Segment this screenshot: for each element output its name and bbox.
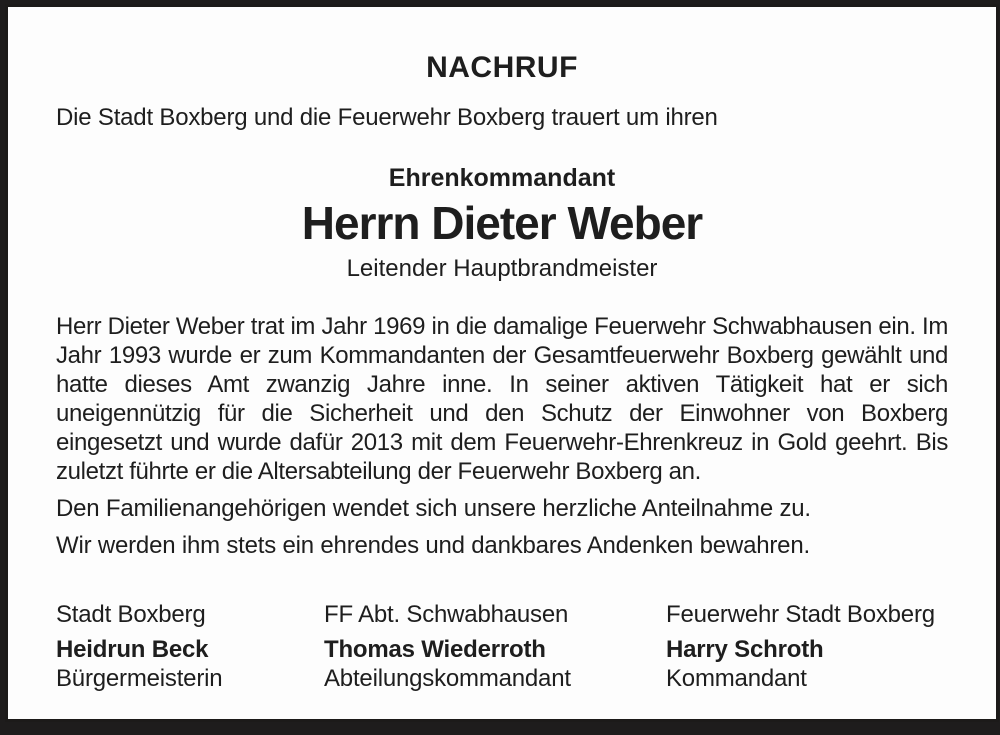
signatory-feuerwehr	[666, 600, 948, 693]
signatory-organization: Stadt Boxberg	[56, 601, 206, 628]
signatory-name: Heidrun Beck	[56, 636, 209, 663]
deceased-name: Herrn Dieter Weber	[301, 197, 703, 249]
signatory-organization: Feuerwehr Stadt Boxberg	[666, 601, 935, 628]
signatory-role: Bürgermeisterin	[56, 665, 223, 692]
honorific-title: Ehrenkommandant	[388, 164, 616, 192]
obituary-body-text: Herr Dieter Weber trat im Jahr 1969 in die damalige Feuerwehr Schwabhausen ein. Im Jahr 1993 wurde er zum Kommandanten der Gesamtfeuerwehr Boxberg gewählt und hatte dieses Amt zwanzig Jahre inne. In seiner aktiven Tätigkeit hat er sich uneigennützig für die Sicherheit und den Schutz der Einwohner von Boxberg eingesetzt und wurde dafür 2013 mit dem Feuerwehr-Ehrenkreuz in Gold geehrt. Bis zuletzt führte er die Altersabteilung der Feuerwehr Boxberg an.	[56, 313, 948, 485]
signatory-name: Thomas Wiederroth	[324, 636, 546, 663]
signature-block	[56, 600, 948, 693]
deceased-rank: Leitender Hauptbrandmeister	[346, 255, 658, 282]
remembrance-line: Wir werden ihm stets ein ehrendes und dankbares Andenken bewahren.	[56, 532, 810, 559]
condolence-line: Den Familienangehörigen wendet sich unsere herzliche Anteilnahme zu.	[56, 495, 811, 522]
signatory-role: Kommandant	[666, 665, 807, 692]
signatory-organization: FF Abt. Schwabhausen	[324, 601, 569, 628]
obituary-title: NACHRUF	[426, 51, 578, 84]
obituary-intro-line: Die Stadt Boxberg und die Feuerwehr Boxberg trauert um ihren	[56, 104, 718, 131]
signatory-role: Abteilungskommandant	[324, 665, 571, 692]
obituary-notice	[5, 4, 999, 722]
signatory-name: Harry Schroth	[666, 636, 824, 663]
signatory-city	[56, 600, 324, 693]
signatory-ff-abt	[324, 600, 666, 693]
